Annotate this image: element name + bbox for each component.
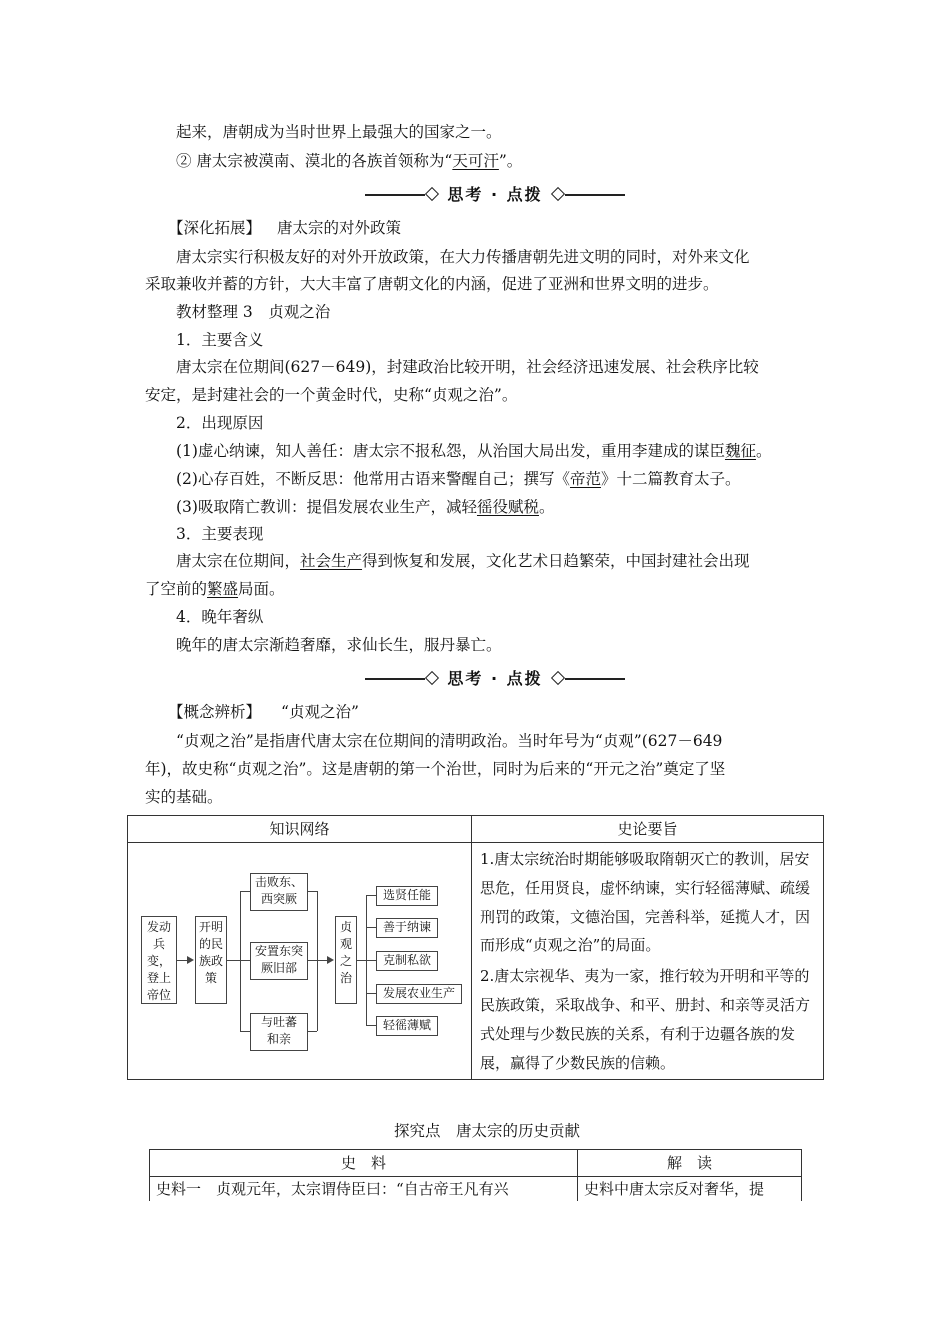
concept-title: “贞观之治” <box>281 703 359 721</box>
explore-row1-reading: 史料中唐太宗反对奢华，提 <box>578 1177 802 1202</box>
concept-heading <box>168 702 359 722</box>
explore-title: 探究点 唐太宗的历史贡献 <box>394 1122 581 1140</box>
reason-1 <box>176 441 772 461</box>
diagram-right-box-4: 发展农业生产 <box>376 984 462 1004</box>
diagram-center-box: 贞 观 之 治 <box>335 916 357 1004</box>
performance-line-1 <box>176 551 750 571</box>
diagram-start-box: 发动 兵变， 登上 帝位 <box>141 916 177 1004</box>
explore-material-header: 史 料 <box>150 1150 578 1177</box>
term-weizheng: 魏征 <box>724 442 756 460</box>
reason-3-end: 。 <box>538 498 555 516</box>
late-text: 晚年的唐太宗渐趋奢靡，求仙长生，服丹暴亡。 <box>176 636 502 654</box>
concept-tag: 【概念辨析】 <box>168 703 262 721</box>
diagram-right-box-3: 克制私欲 <box>376 951 438 971</box>
historical-point-1: 1.唐太宗统治时期能够吸取隋朝灭亡的教训，居安思危，任用贤良，虚怀纳谏，实行轻徭薄赋、疏缓刑罚的政策，文德治国，完善科举，延揽人才，因而形成“贞观之治”的局面。 <box>480 850 811 955</box>
term-shehui-shengchan: 社会生产 <box>300 552 363 570</box>
diagram-mid-box-1: 击败东、 西突厥 <box>250 873 308 911</box>
diagram-mid-box-2: 安置东突 厥旧部 <box>250 942 308 980</box>
performance-2-pre: 了空前的 <box>145 580 208 598</box>
reason-3-text: (3)吸取隋亡教训：提倡发展农业生产，减轻 <box>176 498 477 516</box>
think-divider-1 <box>365 184 625 206</box>
historical-points-header: 史论要旨 <box>472 816 824 843</box>
divider-label: 思考 · 点拨 <box>447 669 543 688</box>
reason-2 <box>176 469 741 489</box>
performance-heading: 3．主要表现 <box>176 525 264 543</box>
arrow-icon <box>187 956 194 964</box>
explore-reading-header: 解 读 <box>578 1150 802 1177</box>
knowledge-diagram <box>128 843 471 1067</box>
explore-row1-material: 史料一 贞观元年，太宗谓侍臣曰：“自古帝王凡有兴 <box>150 1177 578 1202</box>
term-tian-kehan: 天可汗 <box>452 152 499 170</box>
diagram-right-box-2: 善于纳谏 <box>376 918 438 938</box>
deepen-title: 唐太宗的对外政策 <box>277 219 402 237</box>
diagram-right-box-1: 选贤任能 <box>376 886 438 906</box>
performance-post: 得到恢复和发展，文化艺术日趋繁荣，中国封建社会出现 <box>362 552 750 570</box>
divider-label: 思考 · 点拨 <box>447 185 543 204</box>
think-divider-2 <box>365 668 625 690</box>
deepen-line-1: 唐太宗实行积极友好的对外开放政策，在大力传播唐朝先进文明的同时，对外来文化 <box>176 248 750 266</box>
section3-heading: 教材整理 3 贞观之治 <box>176 303 331 321</box>
knowledge-diagram-cell <box>128 843 472 1080</box>
performance-pre: 唐太宗在位期间， <box>176 552 301 570</box>
diagram-mid-box-3: 与吐蕃 和亲 <box>250 1013 308 1051</box>
diagram-policy-box: 开明 的民 族政 策 <box>195 916 227 1004</box>
top-line-2 <box>176 151 522 171</box>
reason-1-end: 。 <box>755 442 772 460</box>
concept-line-1: “贞观之治”是指唐代唐太宗在位期间的清明政治。当时年号为“贞观”(627－649 <box>176 732 723 750</box>
late-heading: 4．晚年奢纵 <box>176 608 264 626</box>
historical-point-2: 2.唐太宗视华、夷为一家，推行较为开明和平等的民族政策，采取战争、和平、册封、和亲等灵活方式处理与少数民族的关系，有利于边疆各族的发展，赢得了少数民族的信赖。 <box>480 967 811 1072</box>
knowledge-table <box>127 815 824 1080</box>
meaning-line-1: 唐太宗在位期间(627－649)，封建政治比较开明，社会经济迅速发展、社会秩序比较 <box>176 358 759 376</box>
performance-2-post: 局面。 <box>238 580 285 598</box>
top-line-2-suffix: ”。 <box>498 152 523 170</box>
deepen-line-2: 采取兼收并蓄的方针，大大丰富了唐朝文化的内涵，促进了亚洲和世界文明的进步。 <box>145 275 719 293</box>
historical-points-cell <box>472 843 824 1080</box>
reason-1-text: (1)虚心纳谏，知人善任：唐太宗不报私怨，从治国大局出发，重用李建成的谋臣 <box>176 442 725 460</box>
diagram-right-box-5: 轻徭薄赋 <box>376 1016 438 1036</box>
meaning-heading: 1．主要含义 <box>176 331 264 349</box>
term-fansheng: 繁盛 <box>207 580 239 598</box>
meaning-line-2: 安定，是封建社会的一个黄金时代，史称“贞观之治”。 <box>145 386 518 404</box>
deepen-tag: 【深化拓展】 <box>168 219 262 237</box>
reason-2-text: (2)心存百姓，不断反思：他常用古语来警醒自己；撰写《 <box>176 470 570 488</box>
knowledge-network-header: 知识网络 <box>128 816 472 843</box>
arrow-icon <box>327 956 334 964</box>
top-line-2-prefix: ② 唐太宗被漠南、漠北的各族首领称为“ <box>176 152 453 170</box>
performance-line-2 <box>145 579 285 599</box>
reason-3 <box>176 497 555 517</box>
concept-line-3: 实的基础。 <box>145 788 223 806</box>
top-line-1: 起来，唐朝成为当时世界上最强大的国家之一。 <box>176 123 502 141</box>
explore-table <box>149 1149 802 1201</box>
deepen-heading <box>168 218 401 238</box>
term-yaoyi: 徭役赋税 <box>476 498 539 516</box>
reason-2-end: 》十二篇教育太子。 <box>600 470 741 488</box>
term-difan: 帝范 <box>569 470 601 488</box>
reason-heading: 2．出现原因 <box>176 414 264 432</box>
concept-line-2: 年)，故史称“贞观之治”。这是唐朝的第一个治世，同时为后来的“开元之治”奠定了坚 <box>145 760 726 778</box>
